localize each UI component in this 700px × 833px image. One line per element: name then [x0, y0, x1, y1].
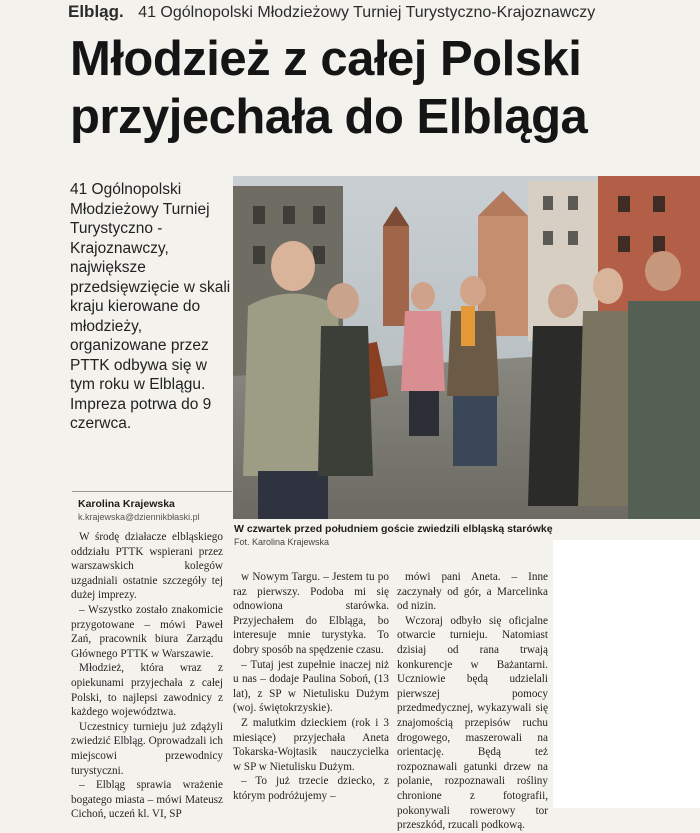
- kicker: [68, 2, 595, 26]
- byline-divider: [72, 491, 232, 492]
- paragraph: Z malutkim dzieckiem (rok i 3 miesiące) przyjechała Aneta Tokarska-Wojtasik nauczycielka w SP w Nietulisku Dużym.: [233, 716, 389, 773]
- paragraph: mówi pani Aneta. – Inne zaczynały od gór, a Marcelinka od nizin.: [397, 571, 548, 613]
- article-photo: [233, 176, 700, 519]
- paragraph: Wczoraj odbyło się oficjalne otwarcie turnieju. Natomiast dzisiaj od rana trwają konkurencje w Bażantarni. Uczniowie będą udzielali pierwszej pomocy przedmedycznej, wykazywali się znajomością przepisów ruchu drogowego, maszerowali na orientację. Będą też rozpoznawali gatunki drzew na polanie, rozpoznawali rośliny chronione z fotografii, pokonywali rowerowy tor przeszkód, rzucali podkową.: [397, 614, 548, 832]
- headline-line-1: Młodzież z całej Polski: [70, 32, 582, 86]
- photo-caption: [234, 523, 554, 549]
- author-email: k.krajewska@dziennikbłaski.pl: [78, 512, 200, 522]
- blank-area: [553, 540, 700, 808]
- photo-illustration: [233, 176, 700, 519]
- paragraph: – To już trzecie dziecko, z którym podróżujemy –: [233, 775, 389, 802]
- kicker-event: 41 Ogólnopolski Młodzieżowy Turniej Turystyczno-Krajoznawczy: [138, 4, 596, 21]
- paragraph: Uczestnicy turnieju już zdążyli zwiedzić Elbląg. Oprowadzali ich miejscowi przewodnicy turystyczni.: [71, 720, 223, 777]
- caption-text: W czwartek przed południem goście zwiedzili elbląską starówkę: [234, 523, 553, 535]
- lead-paragraph: 41 Ogólnopolski Młodzieżowy Turniej Turystyczno - Krajoznawczy, największe przedsięwzięcie w skali kraju kierowane do młodzieży, organizowane przez PTTK odbywa się w tym roku w Elblągu. Impreza potrwa do 9 czerwca.: [70, 181, 231, 432]
- paragraph: – Elbląg sprawia wrażenie bogatego miasta – mówi Mateusz Cichoń, uczeń kl. VI, SP: [71, 779, 223, 821]
- paragraph: – Tutaj jest zupełnie inaczej niż u nas – dodaje Paulina Soboń, (13 lat), z SP w Nietulisku Dużym (woj. świętokrzyskie).: [233, 658, 389, 715]
- paragraph: w Nowym Targu. – Jestem tu po raz pierwszy. Podoba mi się odnowiona starówka. Przyjechałem do Elbląga, bo interesuje mnie turystyka. To dobry sposób na spędzenie czasu.: [233, 571, 389, 656]
- kicker-place: Elbląg.: [68, 2, 124, 21]
- author-name: Karolina Krajewska: [78, 498, 175, 510]
- article-column-3: [397, 570, 548, 833]
- caption-credit: Fot. Karolina Krajewska: [234, 537, 330, 547]
- paragraph: W środę działacze elbląskiego oddziału PTTK wspierani przez warszawskich kolegów uzgadniali ostatnie szczegóły tej dużej imprezy.: [71, 531, 223, 602]
- headline-line-2: przyjechała do Elbląga: [70, 90, 588, 144]
- headline: [70, 30, 700, 146]
- byline: [78, 498, 238, 522]
- paragraph: Młodzież, która wraz z opiekunami przyjechała z całej Polski, to najlepsi zawodnicy z każdego województwa.: [71, 662, 223, 719]
- paragraph: – Wszystko zostało znakomicie przygotowane – mówi Paweł Zań, pracownik biura Zarządu Głównego PTTK w Warszawie.: [71, 603, 223, 660]
- article-column-2: [233, 570, 389, 804]
- article-column-1: [71, 530, 223, 822]
